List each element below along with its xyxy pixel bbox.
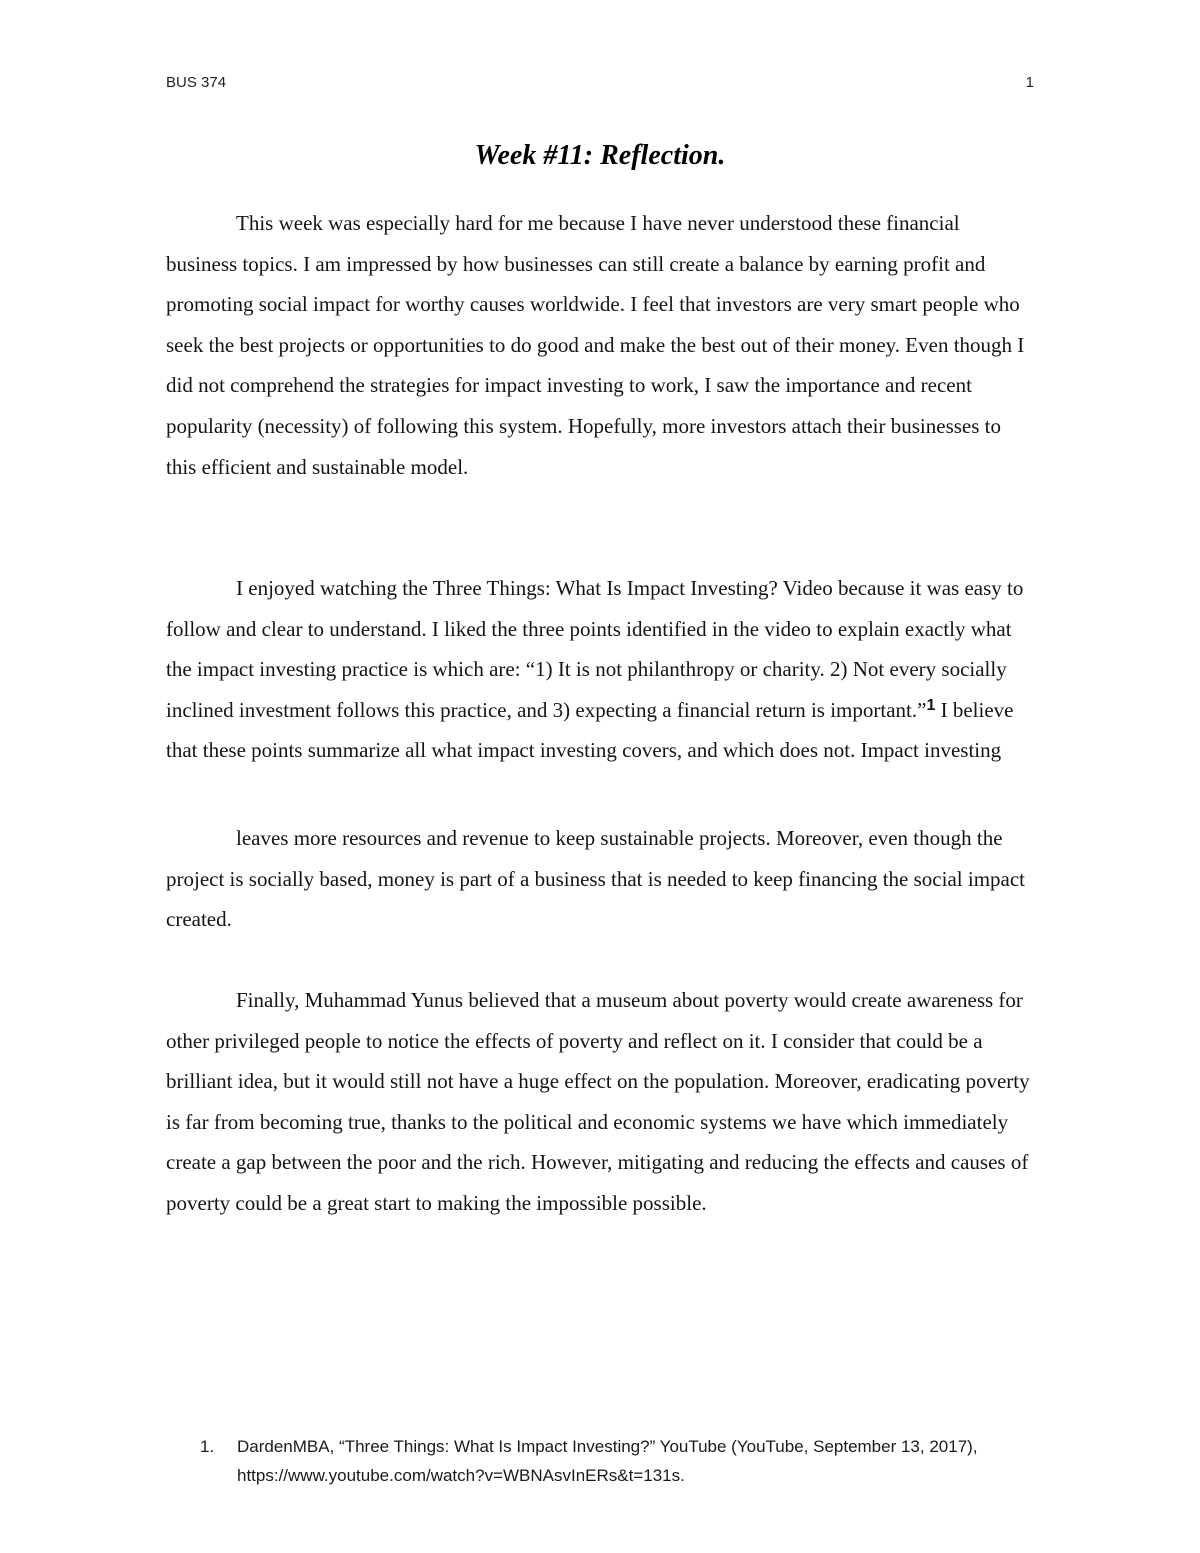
paragraph-text: I believe that these points summarize all what impact investing covers, and which does not. Impact investing <box>166 697 1014 763</box>
paragraph-text: I enjoyed watching the Three Things: What Is Impact Investing? Video because it was easy to follow and clear to understand. I liked the three points identified in the video to explain exactly what the impact investing practice is which are: “1) It is not philanthropy or charity. 2) Not every socially inclined investment follows this practice, and 3) expecting a financial return is important.” <box>166 576 1024 722</box>
footnote <box>200 1432 1077 1490</box>
paragraph-video-reflection <box>166 568 1034 771</box>
page-title: Week #11: Reflection. <box>474 140 726 171</box>
footnote-reference: 1 <box>926 696 936 714</box>
running-head-course: BUS 374 <box>166 74 227 91</box>
footnote-text: DardenMBA, “Three Things: What Is Impact Investing?” YouTube (YouTube, September 13, 2017), https://www.youtube.com/watch?v=WBNAsvInERs&t=131s. <box>237 1437 978 1485</box>
paragraph-reflection-intro: This week was especially hard for me because I have never understood these financial business topics. I am impressed by how businesses can still create a balance by earning profit and promoting social impact for worthy causes worldwide. I feel that investors are very smart people who seek the best projects or opportunities to do good and make the best out of their money. Even though I did not comprehend the strategies for impact investing to work, I saw the importance and recent popularity (necessity) of following this system. Hopefully, more investors attach their businesses to this efficient and sustainable model. <box>166 211 1025 479</box>
page-number: 1 <box>1025 74 1034 91</box>
paragraph-continuation: leaves more resources and revenue to keep sustainable projects. Moreover, even though the project is socially based, money is part of a business that is needed to keep financing the social impact created. <box>166 826 1026 932</box>
paragraph-yunus-reflection: Finally, Muhammad Yunus believed that a museum about poverty would create awareness for other privileged people to notice the effects of poverty and reflect on it. I consider that could be a brilliant idea, but it would still not have a huge effect on the population. Moreover, eradicating poverty is far from becoming true, thanks to the political and economic systems we have which immediately create a gap between the poor and the rich. However, mitigating and reducing the effects and causes of poverty could be a great start to making the impossible possible. <box>166 988 1030 1215</box>
footnote-number: 1. <box>200 1437 215 1456</box>
